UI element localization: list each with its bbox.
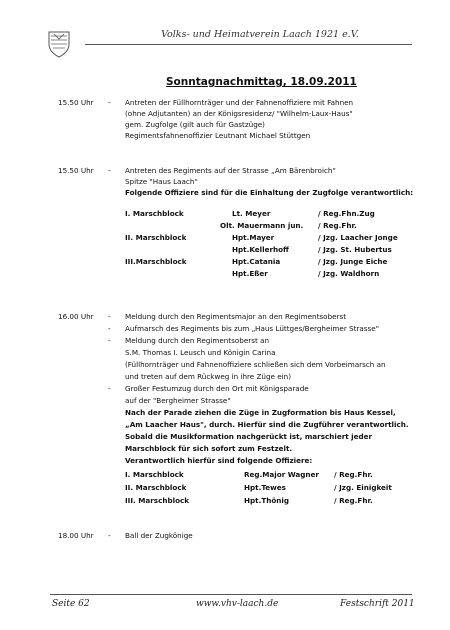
- table-cell: Hpt.Tewes: [244, 483, 286, 492]
- table-cell: / Reg.Fhr.: [334, 496, 373, 505]
- footer-url: www.vhv-laach.de: [196, 599, 279, 609]
- text-line: Sobald die Musikformation nachgerückt ist, marschiert jeder: [125, 432, 373, 441]
- text-line: auf der "Bergheimer Strasse": [125, 396, 231, 405]
- page-heading: Sonntagnachmittag, 18.09.2011: [166, 76, 357, 88]
- dash: -: [108, 324, 111, 333]
- table-cell: Hpt.Catania: [232, 257, 281, 266]
- table-cell: III.Marschblock: [125, 257, 187, 266]
- text-line: Folgende Offiziere sind für die Einhaltung der Zugfolge verantwortlich:: [125, 188, 414, 197]
- footer-divider: [50, 594, 412, 595]
- text-line: Spitze "Haus Laach": [125, 177, 198, 186]
- table-cell: / Reg.Fhr.: [334, 470, 373, 479]
- text-line: S.M. Thomas I. Leusch und Königin Carina: [125, 348, 276, 357]
- dash: -: [108, 166, 111, 175]
- table-cell: / Reg.Fhn.Zug: [318, 209, 375, 218]
- text-line: (ohne Adjutanten) an der Königsresidenz/ "Wilhelm-Laux-Haus": [125, 109, 353, 118]
- text-line: Großer Festumzug durch den Ort mit Königsparade: [125, 384, 309, 393]
- dash: -: [108, 98, 111, 107]
- table-cell: Reg.Major Wagner: [244, 470, 319, 479]
- table-cell: Hpt.Mayer: [232, 233, 275, 242]
- text-line: Antreten des Regiments auf der Strasse „Am Bärenbroich": [125, 166, 336, 175]
- dash: -: [108, 531, 111, 540]
- text-line: Antreten der Füllhornträger und der Fahnenoffiziere mit Fahnen: [125, 98, 354, 107]
- time-label: 15.50 Uhr: [58, 166, 94, 175]
- text-line: „Am Laacher Haus", durch. Hierfür sind die Zugführer verantwortlich.: [125, 420, 409, 429]
- dash: -: [108, 384, 111, 393]
- table-cell: I. Marschblock: [125, 209, 184, 218]
- table-cell: / Jzg. Einigkeit: [334, 483, 392, 492]
- time-label: 15.50 Uhr: [58, 98, 94, 107]
- text-line: Aufmarsch des Regiments bis zum „Haus Lüttges/Bergheimer Strasse": [125, 324, 380, 333]
- table-cell: III. Marschblock: [125, 496, 190, 505]
- header-title: Volks- und Heimatverein Laach 1921 e.V.: [161, 29, 359, 40]
- text-line: Ball der Zugkönige: [125, 531, 193, 540]
- table-cell: I. Marschblock: [125, 470, 184, 479]
- table-cell: Hpt.Kellerhoff: [232, 245, 289, 254]
- footer-publication: Festschrift 2011: [340, 599, 415, 609]
- text-line: Marschblock für sich sofort zum Festzelt.: [125, 444, 293, 453]
- table-cell: II. Marschblock: [125, 483, 187, 492]
- time-label: 18.00 Uhr: [58, 531, 94, 540]
- text-line: Regimentsfahnenoffizier Leutnant Michael Stüttgen: [125, 131, 311, 140]
- header-divider: [85, 44, 412, 45]
- table-cell: Hpt.Eßer: [232, 269, 268, 278]
- text-line: Nach der Parade ziehen die Züge in Zugformation bis Haus Kessel,: [125, 408, 396, 417]
- text-line: (Füllhornträger und Fahnenoffiziere schließen sich dem Vorbeimarsch an: [125, 360, 386, 369]
- text-line: und treten auf dem Rückweg in ihre Züge ein): [125, 372, 292, 381]
- dash: -: [108, 336, 111, 345]
- table-cell: / Jzg. Laacher Jonge: [318, 233, 398, 242]
- time-label: 16.00 Uhr: [58, 312, 94, 321]
- table-cell: Olt. Mauermann jun.: [220, 221, 304, 230]
- footer-page-number: Seite 62: [52, 599, 90, 609]
- text-line: Meldung durch den Regimentsmajor an den Regimentsoberst: [125, 312, 347, 321]
- table-cell: / Jzg. Waldhorn: [318, 269, 380, 278]
- dash: -: [108, 312, 111, 321]
- text-line: Meldung durch den Regimentsoberst an: [125, 336, 270, 345]
- table-cell: Lt. Meyer: [232, 209, 271, 218]
- table-cell: Hpt.Thönig: [244, 496, 290, 505]
- coat-of-arms-icon: [47, 30, 71, 58]
- table-cell: / Reg.Fhr.: [318, 221, 357, 230]
- table-cell: / Jzg. Junge Eiche: [318, 257, 388, 266]
- table-cell: II. Marschblock: [125, 233, 187, 242]
- table-cell: / Jzg. St. Hubertus: [318, 245, 392, 254]
- text-line: Verantwortlich hierfür sind folgende Offiziere:: [125, 456, 313, 465]
- text-line: gem. Zugfolge (gilt auch für Gastzüge): [125, 120, 265, 129]
